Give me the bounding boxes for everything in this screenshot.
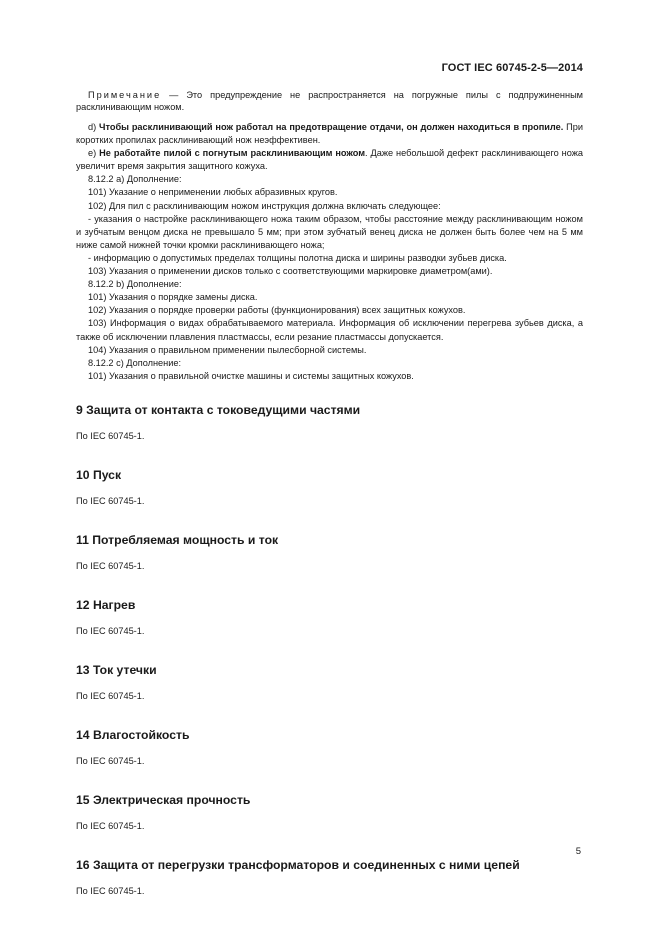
section-body: По IEC 60745-1. bbox=[76, 560, 145, 571]
section-9 bbox=[76, 403, 583, 443]
section-body: По IEC 60745-1. bbox=[76, 755, 145, 766]
section-15 bbox=[76, 793, 583, 833]
text-line: 8.12.2 a) Дополнение: bbox=[88, 174, 182, 185]
text-line: - указания о настройке расклинивающего ножа таким образом, чтобы расстояние между расклинивающим ножом и зубчатым венцом диска не превышало 5 мм; при этом зубчатый венец диска не должен быть более чем на 5 мм ниже самой нижней точки кромки расклинивающего ножа; bbox=[76, 213, 583, 250]
text-line: 8.12.2 b) Дополнение: bbox=[88, 279, 182, 290]
section-12 bbox=[76, 598, 583, 638]
text-line: 8.12.2 c) Дополнение: bbox=[88, 357, 182, 368]
paragraph-e-bold: Не работайте пилой с погнутым расклинивающим ножом bbox=[99, 148, 365, 159]
section-body: По IEC 60745-1. bbox=[76, 430, 145, 441]
paragraph-d-rest: При коротких пропилах расклинивающий нож неэффективен. bbox=[76, 122, 583, 146]
note-paragraph bbox=[76, 89, 583, 113]
section-11 bbox=[76, 533, 583, 573]
section-body: По IEC 60745-1. bbox=[76, 625, 145, 636]
paragraph-d-prefix: d) bbox=[88, 122, 100, 132]
page-number: 5 bbox=[575, 846, 581, 857]
document-header: ГОСТ IEC 60745-2-5—2014 bbox=[441, 62, 583, 74]
section-heading: 14 Влагостойкость bbox=[76, 727, 190, 742]
text-line: 103) Информация о видах обрабатываемого материала. Информация об исключении перегрева зубьев диска, а также об исключении плавления пластмассы, если резание пластмассы допускается. bbox=[76, 318, 583, 342]
section-14 bbox=[76, 728, 583, 768]
section-heading: 11 Потребляемая мощность и ток bbox=[76, 532, 279, 547]
section-13 bbox=[76, 663, 583, 703]
section-body: По IEC 60745-1. bbox=[76, 885, 145, 896]
paragraph-d-bold: Чтобы расклинивающий нож работал на предотвращение отдачи, он должен находиться в пропиле. bbox=[99, 122, 564, 132]
text-line: 101) Указания о порядке замены диска. bbox=[88, 292, 258, 303]
text-line: 102) Для пил с расклинивающим ножом инструкция должна включать следующее: bbox=[88, 200, 441, 211]
text-line: 102) Указания о порядке проверки работы (функционирования) всех защитных кожухов. bbox=[88, 305, 466, 316]
section-body: По IEC 60745-1. bbox=[76, 820, 145, 831]
section-heading: 9 Защита от контакта с токоведущими частями bbox=[76, 402, 361, 417]
section-body: По IEC 60745-1. bbox=[76, 690, 145, 701]
text-line: 104) Указания о правильном применении пылесборной системы. bbox=[88, 344, 367, 355]
text-line: 103) Указания о применении дисков только с соответствующими маркировке диаметром(ами). bbox=[88, 266, 493, 277]
section-body: По IEC 60745-1. bbox=[76, 495, 145, 506]
section-10 bbox=[76, 468, 583, 508]
section-16 bbox=[76, 858, 583, 898]
section-heading: 15 Электрическая прочность bbox=[76, 792, 251, 807]
text-line: 101) Указание о неприменении любых абразивных кругов. bbox=[88, 187, 338, 198]
section-heading: 12 Нагрев bbox=[76, 597, 136, 612]
text-line: 101) Указания о правильной очистке машины и системы защитных кожухов. bbox=[88, 370, 414, 381]
paragraph-d bbox=[76, 121, 583, 147]
section-heading: 16 Защита от перегрузки трансформаторов и соединенных с ними цепей bbox=[76, 857, 520, 872]
note-label: Примечание bbox=[88, 90, 162, 100]
paragraph-e-rest: . Даже небольшой дефект расклинивающего ножа увеличит время закрытия защитного кожуха. bbox=[76, 148, 583, 172]
page-content bbox=[76, 89, 583, 898]
note-text: — Это предупреждение не распространяется на погружные пилы с подпружиненным расклинивающим ножом. bbox=[76, 90, 583, 112]
text-line: - информацию о допустимых пределах толщины полотна диска и ширины разводки зубьев диска. bbox=[88, 252, 507, 263]
paragraph-e bbox=[76, 147, 583, 173]
section-heading: 10 Пуск bbox=[76, 467, 122, 482]
section-heading: 13 Ток утечки bbox=[76, 662, 157, 677]
paragraph-e-prefix: e) bbox=[88, 148, 100, 159]
